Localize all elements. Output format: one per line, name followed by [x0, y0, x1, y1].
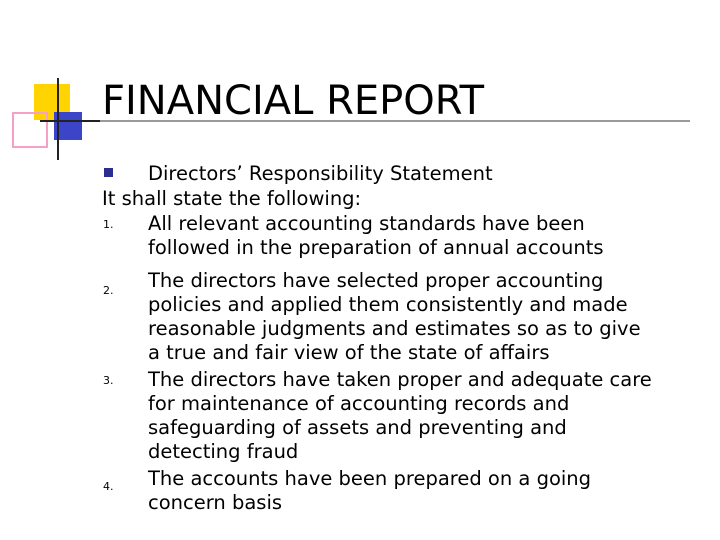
- list-item-line: All relevant accounting standards have been: [148, 212, 585, 235]
- list-item-line: The accounts have been prepared on a going: [148, 467, 592, 490]
- section-heading: Directors’ Responsibility Statement: [148, 162, 493, 185]
- slide-title: FINANCIAL REPORT: [102, 78, 485, 124]
- list-item-line: followed in the preparation of annual accounts: [148, 236, 604, 259]
- list-number: 4.: [103, 480, 114, 493]
- decor-horizontal-line: [40, 120, 100, 122]
- list-number: 2.: [103, 284, 114, 297]
- list-item-line: detecting fraud: [148, 440, 299, 463]
- list-item-line: a true and fair view of the state of affairs: [148, 341, 550, 364]
- decor-pink-square: [12, 112, 48, 148]
- list-item-line: for maintenance of accounting records and: [148, 392, 570, 415]
- list-item-line: concern basis: [148, 491, 283, 514]
- list-item-line: reasonable judgments and estimates so as to give: [148, 317, 641, 340]
- list-number: 3.: [103, 374, 114, 387]
- list-number: 1.: [103, 218, 114, 231]
- intro-text: It shall state the following:: [102, 187, 362, 210]
- decor-vertical-line: [57, 78, 59, 160]
- list-item-line: policies and applied them consistently and made: [148, 293, 628, 316]
- list-item-line: safeguarding of assets and preventing and: [148, 416, 567, 439]
- list-item-line: The directors have taken proper and adequate care: [148, 368, 652, 391]
- list-item-line: The directors have selected proper accounting: [148, 269, 604, 292]
- square-bullet-icon: [104, 168, 113, 177]
